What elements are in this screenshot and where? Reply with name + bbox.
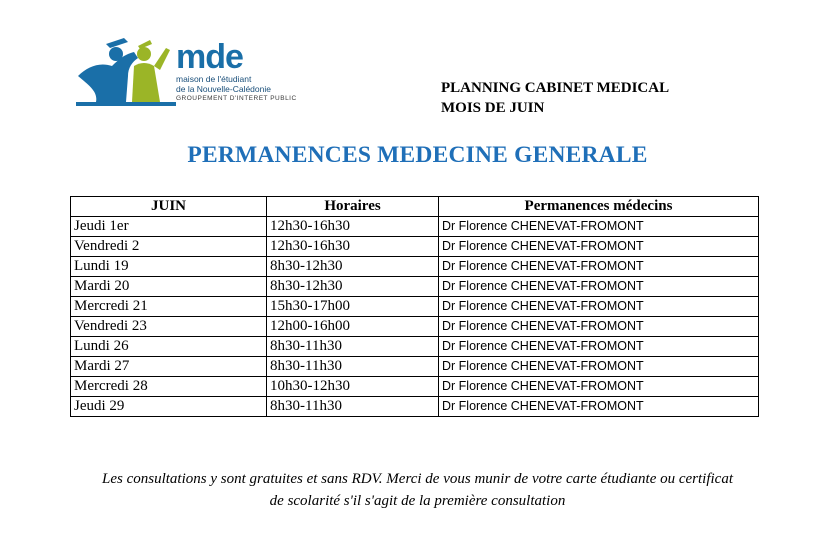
- cell-doctor: Dr Florence CHENEVAT-FROMONT: [439, 357, 759, 377]
- column-header-day: JUIN: [71, 197, 267, 217]
- mde-logo: [76, 36, 297, 116]
- cell-day: Mardi 27: [71, 357, 267, 377]
- cell-day: Mercredi 28: [71, 377, 267, 397]
- table-header-row: [71, 197, 759, 217]
- logo-text: [176, 40, 297, 104]
- table-row: [71, 237, 759, 257]
- table-row: [71, 317, 759, 337]
- logo-line-1: maison de l'étudiant: [176, 74, 252, 84]
- table-row: [71, 337, 759, 357]
- cell-day: Vendredi 2: [71, 237, 267, 257]
- cell-day: Mardi 20: [71, 277, 267, 297]
- cell-doctor: Dr Florence CHENEVAT-FROMONT: [439, 297, 759, 317]
- cell-hours: 8h30-11h30: [267, 397, 439, 417]
- cell-doctor: Dr Florence CHENEVAT-FROMONT: [439, 257, 759, 277]
- cell-hours: 12h30-16h30: [267, 217, 439, 237]
- column-header-doctor: Permanences médecins: [439, 197, 759, 217]
- footer-note: [60, 468, 775, 512]
- footer-line-1: Les consultations y sont gratuites et sans RDV. Merci de vous munir de votre carte étudiante ou certificat: [101, 471, 734, 487]
- footer-line-2: de scolarité s'il s'agit de la première consultation: [269, 493, 566, 509]
- cell-hours: 8h30-11h30: [267, 357, 439, 377]
- table-row: [71, 377, 759, 397]
- cell-hours: 8h30-12h30: [267, 277, 439, 297]
- cell-day: Lundi 19: [71, 257, 267, 277]
- cell-doctor: Dr Florence CHENEVAT-FROMONT: [439, 337, 759, 357]
- heading-line-2: MOIS DE JUIN: [441, 100, 545, 116]
- table-row: [71, 297, 759, 317]
- cell-hours: 10h30-12h30: [267, 377, 439, 397]
- cell-doctor: Dr Florence CHENEVAT-FROMONT: [439, 277, 759, 297]
- cell-day: Vendredi 23: [71, 317, 267, 337]
- cell-day: Mercredi 21: [71, 297, 267, 317]
- schedule-table: [70, 196, 759, 417]
- page-title: PERMANENCES MEDECINE GENERALE: [187, 142, 648, 168]
- planning-heading: [441, 78, 669, 118]
- cell-hours: 15h30-17h00: [267, 297, 439, 317]
- table-row: [71, 397, 759, 417]
- column-header-hours: Horaires: [267, 197, 439, 217]
- table-row: [71, 257, 759, 277]
- logo-line-2: de la Nouvelle-Calédonie: [176, 84, 271, 94]
- cell-doctor: Dr Florence CHENEVAT-FROMONT: [439, 237, 759, 257]
- logo-line-3: GROUPEMENT D'INTERET PUBLIC: [176, 95, 297, 102]
- heading-line-1: PLANNING CABINET MEDICAL: [441, 80, 670, 96]
- cell-doctor: Dr Florence CHENEVAT-FROMONT: [439, 317, 759, 337]
- table-row: [71, 277, 759, 297]
- cell-day: Lundi 26: [71, 337, 267, 357]
- table-row: [71, 217, 759, 237]
- cell-hours: 8h30-11h30: [267, 337, 439, 357]
- logo-acronym: mde: [176, 38, 243, 76]
- cell-day: Jeudi 1er: [71, 217, 267, 237]
- cell-doctor: Dr Florence CHENEVAT-FROMONT: [439, 217, 759, 237]
- cell-doctor: Dr Florence CHENEVAT-FROMONT: [439, 377, 759, 397]
- cell-hours: 12h00-16h00: [267, 317, 439, 337]
- cell-hours: 12h30-16h30: [267, 237, 439, 257]
- logo-students-icon: [76, 36, 176, 106]
- cell-doctor: Dr Florence CHENEVAT-FROMONT: [439, 397, 759, 417]
- cell-hours: 8h30-12h30: [267, 257, 439, 277]
- table-row: [71, 357, 759, 377]
- cell-day: Jeudi 29: [71, 397, 267, 417]
